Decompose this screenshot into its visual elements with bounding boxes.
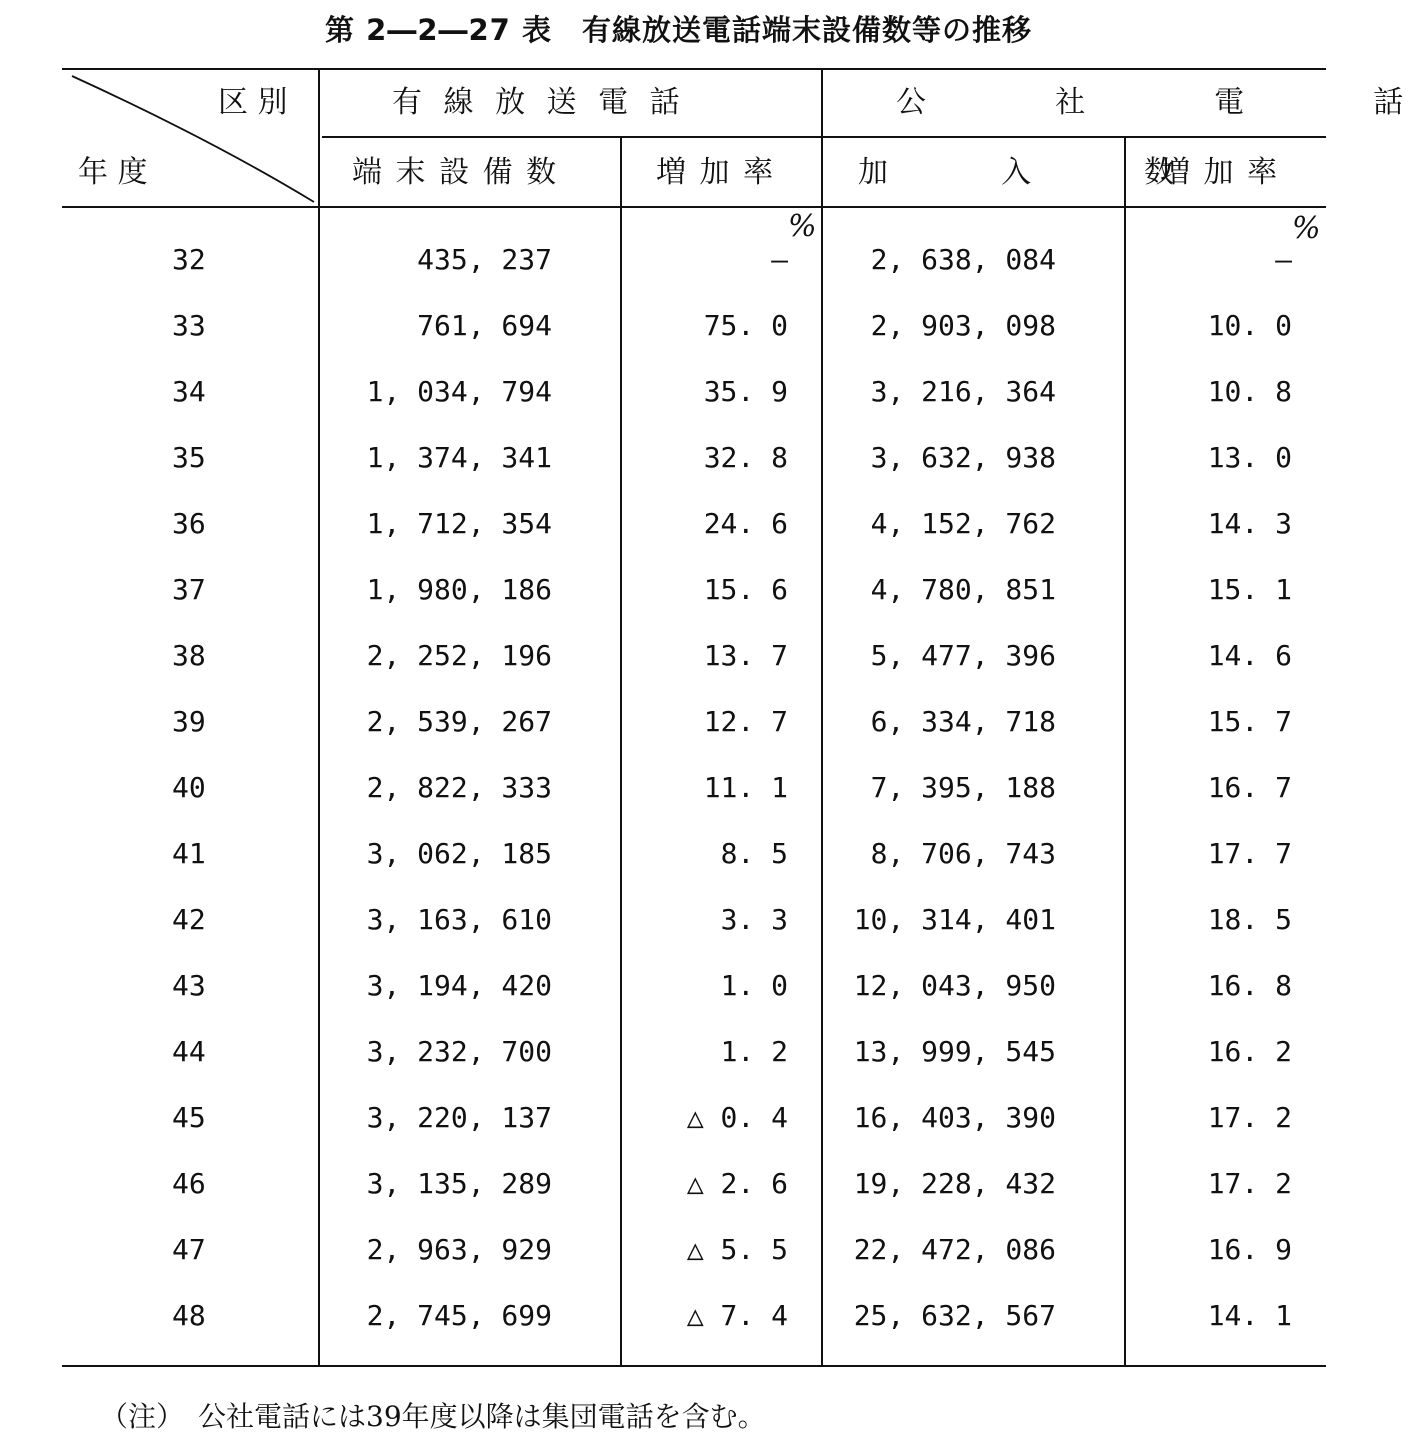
cell-wired-count: 2, 539, 267 [366,705,552,738]
cell-public-rate: ― [1275,243,1292,276]
cell-year: 47 [172,1233,206,1266]
cell-year: 43 [172,969,206,1002]
cell-public-rate: 15. 1 [1207,573,1292,606]
cell-wired-rate: △ 5. 5 [686,1233,788,1266]
cell-public-count: 4, 780, 851 [870,573,1056,606]
cell-public-count: 25, 632, 567 [853,1299,1056,1332]
cell-wired-rate: ― [771,243,788,276]
cell-public-count: 8, 706, 743 [870,837,1056,870]
column-divider-year [318,70,320,1365]
cell-public-count: 5, 477, 396 [870,639,1056,672]
cell-year: 32 [172,243,206,276]
cell-public-count: 2, 638, 084 [870,243,1056,276]
group-header-wired-broadcast-phone: 有 線 放 送 電 話 [392,85,686,120]
cell-public-rate: 16. 7 [1207,771,1292,804]
column-divider-wired-rate [620,138,622,1365]
cell-wired-rate: 75. 0 [703,309,788,342]
cell-wired-count: 3, 163, 610 [366,903,552,936]
column-divider-public [821,70,823,1365]
cell-public-count: 2, 903, 098 [870,309,1056,342]
cell-wired-rate: 1. 2 [720,1035,788,1068]
cell-wired-count: 1, 980, 186 [366,573,552,606]
cell-public-rate: 14. 6 [1207,639,1292,672]
cell-wired-count: 2, 963, 929 [366,1233,552,1266]
cell-wired-rate: 15. 6 [703,573,788,606]
cell-public-rate: 16. 9 [1207,1233,1292,1266]
cell-public-count: 3, 216, 364 [870,375,1056,408]
cell-year: 46 [172,1167,206,1200]
cell-year: 41 [172,837,206,870]
cell-wired-count: 3, 062, 185 [366,837,552,870]
cell-wired-count: 2, 252, 196 [366,639,552,672]
cell-wired-count: 761, 694 [417,309,552,342]
cell-wired-rate: 8. 5 [720,837,788,870]
cell-public-count: 3, 632, 938 [870,441,1056,474]
cell-year: 44 [172,1035,206,1068]
col-header-wired-count: 端 末 設 備 数 [352,155,559,190]
col-header-public-rate: 増 加 率 [1160,155,1280,190]
cell-wired-count: 1, 374, 341 [366,441,552,474]
cell-public-count: 4, 152, 762 [870,507,1056,540]
cell-wired-count: 3, 232, 700 [366,1035,552,1068]
cell-public-count: 7, 395, 188 [870,771,1056,804]
cell-year: 34 [172,375,206,408]
cell-wired-rate: △ 2. 6 [686,1167,788,1200]
cell-wired-rate: 3. 3 [720,903,788,936]
cell-wired-count: 3, 194, 420 [366,969,552,1002]
unit-percent-public: % [1292,211,1321,246]
cell-wired-rate: 1. 0 [720,969,788,1002]
col-header-public-count: 加 入 数 [858,155,1191,190]
cell-wired-rate: 32. 8 [703,441,788,474]
cell-public-rate: 18. 5 [1207,903,1292,936]
header-mid-rule [322,136,1326,138]
cell-public-count: 16, 403, 390 [853,1101,1056,1134]
cell-public-count: 13, 999, 545 [853,1035,1056,1068]
cell-public-count: 6, 334, 718 [870,705,1056,738]
cell-public-count: 19, 228, 432 [853,1167,1056,1200]
footnote: （注） 公社電話には39年度以降は集団電話を含む。 [100,1400,766,1433]
cell-public-rate: 17. 7 [1207,837,1292,870]
cell-year: 37 [172,573,206,606]
cell-wired-rate: 13. 7 [703,639,788,672]
cell-public-rate: 16. 2 [1207,1035,1292,1068]
cell-wired-count: 435, 237 [417,243,552,276]
table-bottom-rule [62,1365,1326,1367]
cell-public-rate: 16. 8 [1207,969,1292,1002]
column-divider-public-rate [1124,138,1126,1365]
cell-wired-count: 1, 034, 794 [366,375,552,408]
unit-percent-wired: % [788,209,817,244]
page-title: 第 2―2―27 表 有線放送電話端末設備数等の推移 [325,13,1032,47]
col-header-wired-rate: 増 加 率 [656,155,776,190]
cell-wired-rate: 11. 1 [703,771,788,804]
cell-year: 42 [172,903,206,936]
cell-public-rate: 14. 3 [1207,507,1292,540]
cell-wired-rate: △ 7. 4 [686,1299,788,1332]
cell-public-count: 12, 043, 950 [853,969,1056,1002]
cell-year: 45 [172,1101,206,1134]
cell-year: 35 [172,441,206,474]
cell-public-rate: 13. 0 [1207,441,1292,474]
cell-public-count: 22, 472, 086 [853,1233,1056,1266]
cell-public-rate: 17. 2 [1207,1167,1292,1200]
cell-year: 38 [172,639,206,672]
cell-wired-count: 3, 135, 289 [366,1167,552,1200]
cell-wired-count: 2, 822, 333 [366,771,552,804]
cell-wired-count: 3, 220, 137 [366,1101,552,1134]
cell-public-count: 10, 314, 401 [853,903,1056,936]
cell-wired-count: 1, 712, 354 [366,507,552,540]
cell-wired-rate: 24. 6 [703,507,788,540]
cell-year: 39 [172,705,206,738]
cell-year: 40 [172,771,206,804]
cell-year: 33 [172,309,206,342]
corner-header-category: 区 別 [218,85,288,120]
cell-public-rate: 15. 7 [1207,705,1292,738]
cell-wired-rate: 12. 7 [703,705,788,738]
cell-public-rate: 17. 2 [1207,1101,1292,1134]
cell-wired-count: 2, 745, 699 [366,1299,552,1332]
cell-public-rate: 14. 1 [1207,1299,1292,1332]
group-header-public-phone: 公 社 電 話 [896,85,1423,120]
cell-year: 36 [172,507,206,540]
cell-public-rate: 10. 0 [1207,309,1292,342]
corner-header-year: 年 度 [78,155,148,190]
cell-wired-rate: 35. 9 [703,375,788,408]
cell-wired-rate: △ 0. 4 [686,1101,788,1134]
cell-public-rate: 10. 8 [1207,375,1292,408]
cell-year: 48 [172,1299,206,1332]
header-bottom-rule [62,206,1326,208]
